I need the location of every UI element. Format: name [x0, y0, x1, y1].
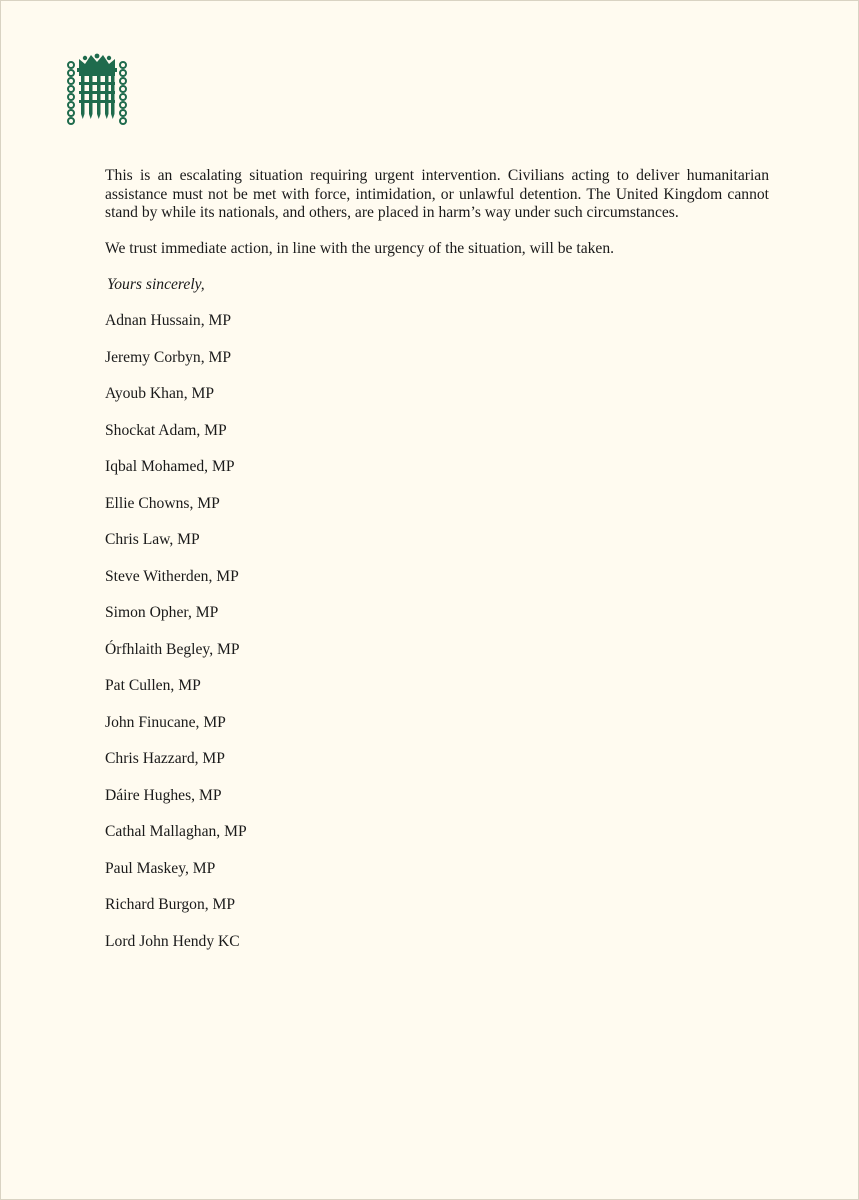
portcullis-icon: [65, 53, 129, 125]
signatory-name: Paul Maskey, MP: [105, 859, 216, 877]
signatory-name: Simon Opher, MP: [105, 604, 219, 622]
signatory-name: Shockat Adam, MP: [105, 421, 227, 439]
signatory-name: Dáire Hughes, MP: [105, 786, 222, 804]
closing-salutation: Yours sincerely,: [107, 276, 205, 294]
signatory-name: Pat Cullen, MP: [105, 677, 201, 695]
signatory-name: Adnan Hussain, MP: [105, 312, 232, 330]
signatory-name: Ayoub Khan, MP: [105, 385, 215, 403]
signatory-name: Iqbal Mohamed, MP: [105, 458, 235, 476]
signatory-name: Steve Witherden, MP: [105, 567, 239, 585]
signatory-list: [105, 312, 769, 969]
signatory-name: Richard Burgon, MP: [105, 896, 236, 914]
signatory-name: Lord John Hendy KC: [105, 932, 240, 950]
paragraph-urgent-intervention: This is an escalating situation requiring urgent intervention. Civilians acting to deliver humanitarian assistance must not be met with force, intimidation, or unlawful detention. The United Kingdom cannot stand by while its nationals, and others, are placed in harm’s way under such circumstances.: [105, 167, 769, 222]
signatory-name: John Finucane, MP: [105, 713, 226, 731]
signatory-name: Órfhlaith Begley, MP: [105, 640, 240, 658]
letter-body: [105, 167, 769, 969]
signatory-name: Cathal Mallaghan, MP: [105, 823, 247, 841]
signatory-name: Jeremy Corbyn, MP: [105, 348, 232, 366]
signatory-name: Ellie Chowns, MP: [105, 494, 220, 512]
signatory-name: Chris Law, MP: [105, 531, 200, 549]
paragraph-immediate-action: We trust immediate action, in line with the urgency of the situation, will be taken.: [105, 240, 615, 258]
signatory-name: Chris Hazzard, MP: [105, 750, 225, 768]
